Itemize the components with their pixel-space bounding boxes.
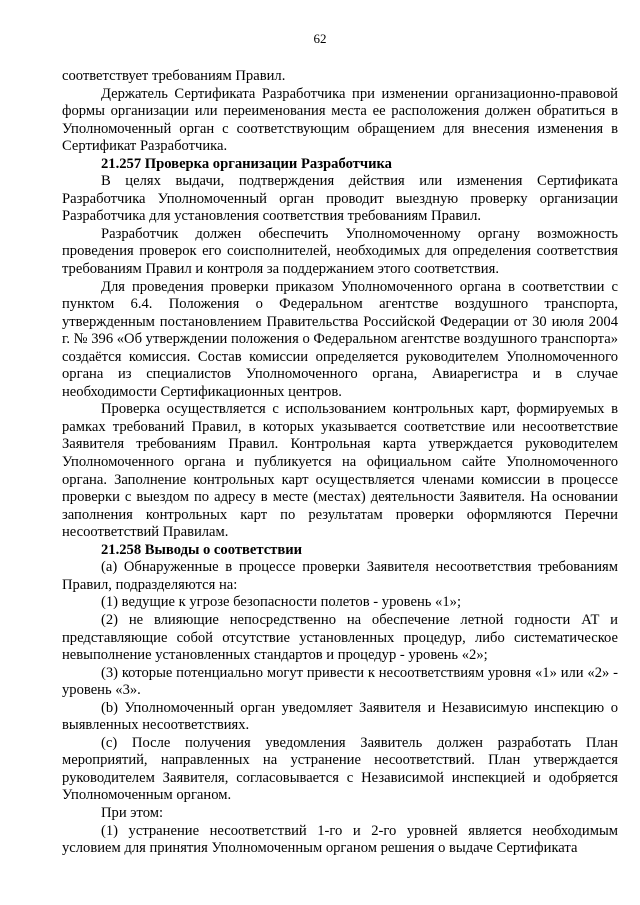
paragraph: Для проведения проверки приказом Уполномоченного органа в соответствии с пунктом 6.4. Положения о Федеральном агентстве воздушного транспорта, утвержденным постановлением Правительства Российской Федерации от 30 июля 2004 г. № 396 «Об утверждении положения о Федеральном агентстве воздушного транспорта» создаётся комиссия. Состав комиссии определяется руководителем Уполномоченного органа из специалистов Уполномоченного органа, Авиарегистра и в случае необходимости Сертификационных центров. bbox=[62, 278, 618, 400]
paragraph: В целях выдачи, подтверждения действия или изменения Сертификата Разработчика Уполномоченный орган проводит выездную проверку организации Разработчика для установления соответствия требованиям Правил. bbox=[62, 173, 618, 225]
page-number: 62 bbox=[313, 31, 327, 46]
paragraph: (2) не влияющие непосредственно на обеспечение летной годности АТ и представляющие собой отсутствие установленных процедур, либо систематическое невыполнение установленных стандартов и процедур - уровень «2»; bbox=[62, 611, 618, 664]
paragraph: (a) Обнаруженные в процессе проверки Заявителя несоответствия требованиям Правил, подразделяются на: bbox=[62, 559, 618, 593]
paragraph: (1) устранение несоответствий 1-го и 2-го уровней является необходимым условием для принятия Уполномоченным органом решения о выдаче Сертификата bbox=[62, 822, 618, 857]
paragraph: При этом: bbox=[101, 804, 164, 821]
section-heading: 21.257 Проверка организации Разработчика bbox=[101, 155, 392, 172]
paragraph: (1) ведущие к угрозе безопасности полетов - уровень «1»; bbox=[101, 594, 462, 611]
paragraph: Проверка осуществляется с использованием контрольных карт, формируемых в рамках требований Правил, в которых указывается соответствие или несоответствие Заявителя требованиям Правил. Контрольная карта утверждается руководителем Уполномоченного органа и публикуется на официальном сайте Уполномоченного органа. Заполнение контрольных карт осуществляется членами комиссии в процессе проверки с выездом по адресу в месте (местах) деятельности Заявителя. На основании заполнения контрольных карт по результатам проверки оформляются Перечни несоответствий Правилам. bbox=[62, 401, 618, 541]
paragraph: соответствует требованиям Правил. bbox=[62, 68, 286, 84]
section-heading: 21.258 Выводы о соответствии bbox=[101, 541, 303, 558]
page-content bbox=[62, 68, 618, 858]
paragraph: Разработчик должен обеспечить Уполномоченному органу возможность проведения проверок его соисполнителей, необходимых для определения соответствия требованиям Правил и контроля за поддержанием этого соответствия. bbox=[62, 225, 618, 278]
paragraph: (c) После получения уведомления Заявитель должен разработать План мероприятий, направленных на устранение несоответствий. План утверждается руководителем Заявителя, согласовывается с Независимой инспекцией и одобряется Уполномоченным органом. bbox=[62, 734, 618, 804]
paragraph: Держатель Сертификата Разработчика при изменении организационно-правовой формы организации или переименования места ее расположения должен обратиться в Уполномоченный орган с соответствующим обращением для внесения изменения в Сертификат Разработчика. bbox=[62, 85, 618, 155]
paragraph: (b) Уполномоченный орган уведомляет Заявителя и Независимую инспекцию о выявленных несоответствиях. bbox=[62, 699, 618, 734]
paragraph: (3) которые потенциально могут привести к несоответствиям уровня «1» или «2» - уровень «3». bbox=[62, 664, 618, 699]
